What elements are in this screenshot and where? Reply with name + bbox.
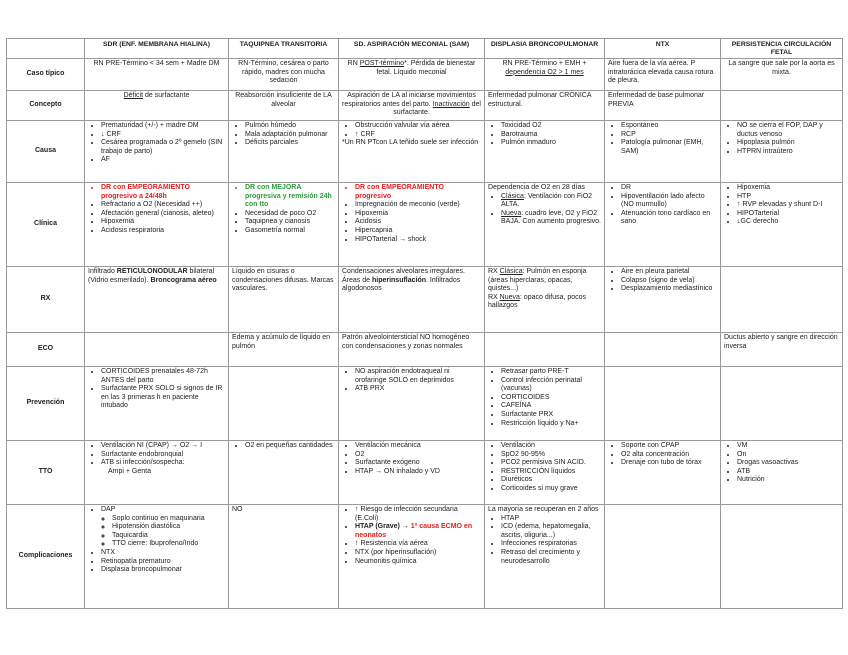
cell-complicaciones-persistencia xyxy=(721,505,843,609)
cell-complicaciones-sdr xyxy=(85,505,229,609)
bullet-list xyxy=(724,122,839,156)
cell-clinica-sdr xyxy=(85,183,229,267)
bullet-list xyxy=(342,442,481,476)
row-prevencion xyxy=(7,367,843,441)
cell-clinica-displasia xyxy=(485,183,605,267)
text-bold: Broncograma aéreo xyxy=(150,276,217,284)
bullet-list xyxy=(608,442,717,468)
cell-caso-sdr: RN PRE-Término < 34 sem + Madre DM xyxy=(85,59,229,91)
bullet-list xyxy=(342,506,481,566)
text-fragment: RX xyxy=(488,293,500,301)
bullet-list xyxy=(88,506,225,549)
cell-concepto-ntx: Enfermedad de base pulmonar PREVIA xyxy=(605,91,721,121)
row-label-causa: Causa xyxy=(7,121,85,183)
bullet-list xyxy=(232,122,335,148)
text-fragment: . Infiltrados algodonosos xyxy=(342,276,461,293)
list-item: • Necesidad de poco O2 xyxy=(245,210,335,219)
bullet-list xyxy=(232,184,335,210)
list-item: • AF xyxy=(101,156,225,165)
text-fragment: : Pulmón en esponja (áreas hiperclaras, opacas, quistes...) xyxy=(488,268,587,293)
list-item: • Toxicidad O2 xyxy=(501,122,601,131)
cell-prevencion-taquipnea xyxy=(229,367,339,441)
row-label-clinica: Clínica xyxy=(7,183,85,267)
list-item: • Barotrauma xyxy=(501,131,601,140)
bullet-list xyxy=(608,122,717,156)
cell-rx-persistencia xyxy=(721,267,843,333)
list-item: ◦ TTO cierre: Ibuprofeno/Indo xyxy=(112,540,225,549)
text-fragment: Condensaciones alveolares irregulares. Áreas de xyxy=(342,268,465,284)
list-item: • Hipercapnia xyxy=(355,227,481,236)
list-item: • Diuréticos xyxy=(501,476,601,485)
cell-clinica-taquipnea xyxy=(229,183,339,267)
list-item: • ↓ CRF xyxy=(101,131,225,140)
text-bold: RETICULONODULAR xyxy=(116,268,188,275)
list-item: • ↑ CRF xyxy=(355,131,481,140)
cell-caso-ntx: Aire fuera de la vía aérea. P intratorácica elevada causa rotura de pleura. xyxy=(605,59,721,91)
list-item: • Prematuridad (+/-) + madre DM xyxy=(101,122,225,131)
list-item: • Ventilación mecánica xyxy=(355,442,481,451)
bullet-list xyxy=(724,442,839,485)
cell-eco-displasia xyxy=(485,333,605,367)
cell-clinica-persistencia xyxy=(721,183,843,267)
bullet-list xyxy=(88,368,225,411)
cell-concepto-taquipnea: Reabsorción insuficiente de LA alveolar xyxy=(229,91,339,121)
cell-caso-persistencia: La sangre que sale por la aorta es mixta. xyxy=(721,59,843,91)
cell-tto-sdr xyxy=(85,441,229,505)
list-item: • Cesárea programada o 2º gemelo (SIN trabajo de parto) xyxy=(101,139,225,156)
list-item: • O2 en pequeñas cantidades xyxy=(245,442,335,451)
list-item xyxy=(501,193,601,210)
list-item: • Hipoplasia pulmón xyxy=(737,139,839,148)
list-item: • Nutrición xyxy=(737,476,839,485)
list-item: • Corticoides si muy grave xyxy=(501,485,601,494)
bullet-list xyxy=(88,442,225,468)
text-fragment: La mayoría se recuperan en 2 años xyxy=(488,506,599,513)
bullet-list xyxy=(608,184,717,227)
list-item: • Surfactante endobronquial xyxy=(101,451,225,460)
list-item: • HIPOTarterial → shock xyxy=(355,236,481,245)
row-label-rx: RX xyxy=(7,267,85,333)
row-tto xyxy=(7,441,843,505)
list-item: • NTX xyxy=(101,549,225,558)
list-item: • O2 xyxy=(355,451,481,460)
cell-caso-sam xyxy=(339,59,485,91)
rx-clasica xyxy=(488,268,601,294)
row-label-concepto: Concepto xyxy=(7,91,85,121)
list-item: • Hipoventilación lado afecto (NO murmullo) xyxy=(621,193,717,210)
text-fragment: Aspiración de LA al iniciarse movimientos respiratorios antes del parto. xyxy=(342,92,476,108)
comparison-sheet xyxy=(6,38,842,609)
list-item: • SpO2 90-95% xyxy=(501,451,601,460)
cell-eco-ntx xyxy=(605,333,721,367)
row-concepto xyxy=(7,91,843,121)
cell-prevencion-sdr xyxy=(85,367,229,441)
cell-eco-taquipnea: Edema y acúmulo de líquido en pulmón xyxy=(229,333,339,367)
list-item: • NO se cierra el FOP, DAP y ductus venoso xyxy=(737,122,839,139)
row-clinica xyxy=(7,183,843,267)
text-fragment: DAP xyxy=(101,506,116,513)
list-item: • NO aspiración endotraqueal ni orofaringe SOLO en deprimidos xyxy=(355,368,481,385)
list-item: • ↓GC derecho xyxy=(737,218,839,227)
cell-causa-taquipnea xyxy=(229,121,339,183)
text-underlined: Clásica xyxy=(501,192,524,200)
cell-causa-displasia xyxy=(485,121,605,183)
text-fragment: bilateral (Vidrio esmerilado). xyxy=(88,268,215,284)
bullet-list xyxy=(488,515,601,567)
header-displasia: DISPLASIA BRONCOPULMONAR xyxy=(485,39,605,59)
header-ntx: NTX xyxy=(605,39,721,59)
text-fragment: : opaco difusa, pocos hallazgos xyxy=(488,293,587,310)
header-sdr: SDR (ENF. MEMBRANA HIALINA) xyxy=(85,39,229,59)
list-item: • Soporte con CPAP xyxy=(621,442,717,451)
list-item: • Pulmón húmedo xyxy=(245,122,335,131)
list-item: • Pulmón inmaduro xyxy=(501,139,601,148)
list-item xyxy=(501,210,601,227)
cell-concepto-persistencia xyxy=(721,91,843,121)
cell-rx-taquipnea: Líquido en cisuras o condensaciones difusas. Marcas vasculares. xyxy=(229,267,339,333)
text-fragment: RN xyxy=(347,60,360,67)
list-item: • Taquipnea y cianosis xyxy=(245,218,335,227)
cell-tto-ntx xyxy=(605,441,721,505)
list-item: • HTAP xyxy=(501,515,601,524)
text-underlined: dependencia O2 > 1 mes xyxy=(505,68,584,76)
list-item: • VM xyxy=(737,442,839,451)
bullet-list xyxy=(488,368,601,428)
list-item: • Displasia broncopulmonar xyxy=(101,566,225,575)
list-item: • Desplazamiento mediastínico xyxy=(621,285,717,294)
list-item: • Retinopatía prematuro xyxy=(101,558,225,567)
text-red: 1ª causa ECMO en neonatos xyxy=(355,523,473,539)
bullet-list xyxy=(88,201,225,235)
row-label-prevencion: Prevención xyxy=(7,367,85,441)
list-item: • Atenuación tono cardíaco en sano xyxy=(621,210,717,227)
list-item: • Mala adaptación pulmonar xyxy=(245,131,335,140)
bullet-list xyxy=(342,368,481,394)
text-fragment: del surfactante. xyxy=(393,100,481,117)
cell-causa-sdr xyxy=(85,121,229,183)
text-fragment: Infiltrado xyxy=(88,268,117,275)
list-item: • ↑ Riesgo de infección secundaria (E.Coli) xyxy=(355,506,481,523)
highlight-item: • DR con MEJORA progresiva y remisión 24h con tto xyxy=(245,184,335,210)
text-bold: hiperinsuflación xyxy=(371,276,427,284)
list-item xyxy=(101,506,225,549)
cell-causa-persistencia xyxy=(721,121,843,183)
list-item: • Retraso del crecimiento y neurodesarrollo xyxy=(501,549,601,566)
cell-tto-sam xyxy=(339,441,485,505)
list-item: • Afectación general (cianosis, aleteo) xyxy=(101,210,225,219)
sub-note: Ampi + Genta xyxy=(108,467,151,475)
text-fragment: RX xyxy=(488,268,500,275)
list-item: • Surfactante PRX SOLO si signos de IR en las 3 primeras h en paciente intubado xyxy=(101,385,225,411)
list-item: • Retrasar parto PRE-T xyxy=(501,368,601,377)
list-item: • DR xyxy=(621,184,717,193)
list-item: • Colapso (signo de vela) xyxy=(621,277,717,286)
cell-eco-persistencia: Ductus abierto y sangre en dirección inversa xyxy=(721,333,843,367)
list-item: • Ventilación xyxy=(501,442,601,451)
bullet-list xyxy=(608,268,717,294)
row-complicaciones xyxy=(7,505,843,609)
list-item: • Surfactante PRX xyxy=(501,411,601,420)
cell-rx-ntx xyxy=(605,267,721,333)
list-item: • Hipoxemia xyxy=(355,210,481,219)
list-item: • ICD (edema, hepatomegalia, ascitis, oliguria...) xyxy=(501,523,601,540)
list-item: • Aire en pleura parietal xyxy=(621,268,717,277)
list-item: • PCO2 permisiva SIN ACID. xyxy=(501,459,601,468)
bullet-list xyxy=(342,122,481,139)
bullet-list xyxy=(724,184,839,227)
row-rx xyxy=(7,267,843,333)
header-taquipnea: TAQUIPNEA TRANSITORIA xyxy=(229,39,339,59)
cell-eco-sdr xyxy=(85,333,229,367)
cell-tto-taquipnea xyxy=(229,441,339,505)
list-item: ◦ Taquicardia xyxy=(112,532,225,541)
list-item: • Surfactante exógeno xyxy=(355,459,481,468)
cell-prevencion-sam xyxy=(339,367,485,441)
list-item: • Gasometría normal xyxy=(245,227,335,236)
list-item: • HTPRN intraútero xyxy=(737,148,839,157)
list-item: • ATB si infección/sospecha: xyxy=(101,459,225,468)
cell-rx-sam xyxy=(339,267,485,333)
list-item: • Acidosis xyxy=(355,218,481,227)
row-label-tto: TTO xyxy=(7,441,85,505)
respiratory-distress-table xyxy=(6,38,843,609)
list-item: • ATB xyxy=(737,468,839,477)
cell-rx-sdr xyxy=(85,267,229,333)
text-fragment: : Ventilación con FiO2 ALTA. xyxy=(501,192,593,209)
header-persistencia: PERSISTENCIA CIRCULACIÓN FETAL xyxy=(721,39,843,59)
list-item: ◦ Soplo continuo en maquinaria xyxy=(112,515,225,524)
cell-prevencion-ntx xyxy=(605,367,721,441)
list-item: • CORTICOIDES xyxy=(501,394,601,403)
cell-complicaciones-taquipnea: NO xyxy=(229,505,339,609)
cell-prevencion-persistencia xyxy=(721,367,843,441)
text-underlined: Déficit xyxy=(123,92,144,99)
text-underlined: POST-término xyxy=(359,60,405,67)
row-label-eco: ECO xyxy=(7,333,85,367)
list-item: • Hipoxemia xyxy=(737,184,839,193)
row-caso-tipico xyxy=(7,59,843,91)
bullet-list xyxy=(232,210,335,236)
cell-caso-taquipnea: RN-Término, cesárea o parto rápido, madres con mucha sedación xyxy=(229,59,339,91)
list-item: • O2 alta concentración xyxy=(621,451,717,460)
sub-bullet-list xyxy=(101,515,225,549)
bullet-list xyxy=(88,184,225,201)
bullet-list xyxy=(488,193,601,227)
text-fragment: RN PRE-Término + EMH + xyxy=(502,60,587,67)
text-underlined: Inactivación xyxy=(432,100,470,108)
cell-complicaciones-displasia xyxy=(485,505,605,609)
cell-rx-displasia xyxy=(485,267,605,333)
list-item: • Impregnación de meconio (verde) xyxy=(355,201,481,210)
list-item: • ↑ Resistencia vía aérea xyxy=(355,540,481,549)
text-fragment: : cuadro leve, O2 y FiO2 BAJA. Con aumento progresivo. xyxy=(501,209,601,226)
row-label-complicaciones: Complicaciones xyxy=(7,505,85,609)
cell-complicaciones-ntx xyxy=(605,505,721,609)
bullet-list xyxy=(488,442,601,494)
cell-causa-sam xyxy=(339,121,485,183)
bullet-list xyxy=(342,184,481,201)
footnote: *Un RN PTcon LA teñido suele ser infección xyxy=(342,139,479,147)
cell-tto-persistencia xyxy=(721,441,843,505)
list-item: ◦ Hipotensión diastólica xyxy=(112,523,225,532)
list-item: • HTP xyxy=(737,193,839,202)
list-item xyxy=(355,523,481,540)
text-underlined: Clásica xyxy=(499,268,523,275)
list-item: • NTX (por hiperinsuflación) xyxy=(355,549,481,558)
highlight-item: • DR con EMPEORAMIENTO progresivo xyxy=(355,184,481,201)
bullet-list xyxy=(232,442,335,451)
list-item: • Control infección perinatal (vacunas) xyxy=(501,377,601,394)
cell-tto-displasia xyxy=(485,441,605,505)
list-item: • Refractario a O2 (Necesidad ++) xyxy=(101,201,225,210)
cell-eco-sam: Patrón alveolointersticial NO homogéneo con condensaciones y zonas normales xyxy=(339,333,485,367)
bullet-list xyxy=(88,122,225,165)
list-item: • Acidosis respiratoria xyxy=(101,227,225,236)
row-label-caso: Caso típico xyxy=(7,59,85,91)
list-item: • RESTRICCIÓN líquidos xyxy=(501,468,601,477)
row-eco xyxy=(7,333,843,367)
list-item: • Neumonitis química xyxy=(355,558,481,567)
text-fragment: Dependencia de O2 en 28 días xyxy=(488,184,585,191)
bullet-list xyxy=(488,122,601,148)
header-row xyxy=(7,39,843,59)
list-item: • Ventilación NI (CPAP) → O2 → I xyxy=(101,442,225,451)
header-empty xyxy=(7,39,85,59)
text-underlined: Nueva xyxy=(499,293,520,301)
list-item: • Restricción líquido y Na+ xyxy=(501,420,601,429)
cell-causa-ntx xyxy=(605,121,721,183)
cell-concepto-displasia: Enfermedad pulmonar CRÓNICA estructural. xyxy=(485,91,605,121)
list-item: • ↑ RVP elevadas y shunt D-I xyxy=(737,201,839,210)
cell-clinica-ntx xyxy=(605,183,721,267)
row-causa xyxy=(7,121,843,183)
text-fragment: de surfactante xyxy=(143,92,190,99)
list-item: • Espontáneo xyxy=(621,122,717,131)
header-sam: SD. ASPIRACIÓN MECONIAL (SAM) xyxy=(339,39,485,59)
list-item: • CORTICOIDES prenatales 48-72h ANTES del parto xyxy=(101,368,225,385)
list-item: • Drogas vasoactivas xyxy=(737,459,839,468)
text-underlined: Nueva xyxy=(501,209,522,217)
list-item: • Déficits parciales xyxy=(245,139,335,148)
list-item: • ATB PRX xyxy=(355,385,481,394)
cell-caso-displasia xyxy=(485,59,605,91)
list-item: • CAFEÍNA xyxy=(501,402,601,411)
cell-prevencion-displasia xyxy=(485,367,605,441)
list-item: • Obstrucción valvular vía aérea xyxy=(355,122,481,131)
cell-concepto-sdr xyxy=(85,91,229,121)
list-item: • Drenaje con tubo de tórax xyxy=(621,459,717,468)
list-item: • On xyxy=(737,451,839,460)
cell-complicaciones-sam xyxy=(339,505,485,609)
text-fragment: *. Pérdida de bienestar fetal. Líquido meconial xyxy=(376,60,476,76)
list-item: • HIPOTarterial xyxy=(737,210,839,219)
list-item: • Infecciones respiratorias xyxy=(501,540,601,549)
cell-clinica-sam xyxy=(339,183,485,267)
list-item: • HTAP → ON inhalado y VD xyxy=(355,468,481,477)
list-item: • Hipoxemia xyxy=(101,218,225,227)
list-item: • RCP xyxy=(621,131,717,140)
highlight-item: • DR con EMPEORAMIENTO progresivo a 24/48h xyxy=(101,184,225,201)
cell-concepto-sam xyxy=(339,91,485,121)
bullet-list xyxy=(342,201,481,244)
bullet-list xyxy=(88,549,225,575)
text-bold: HTAP (Grave) → xyxy=(355,523,411,531)
list-item: • Patología pulmonar (EMH, SAM) xyxy=(621,139,717,156)
rx-nueva xyxy=(488,294,601,311)
